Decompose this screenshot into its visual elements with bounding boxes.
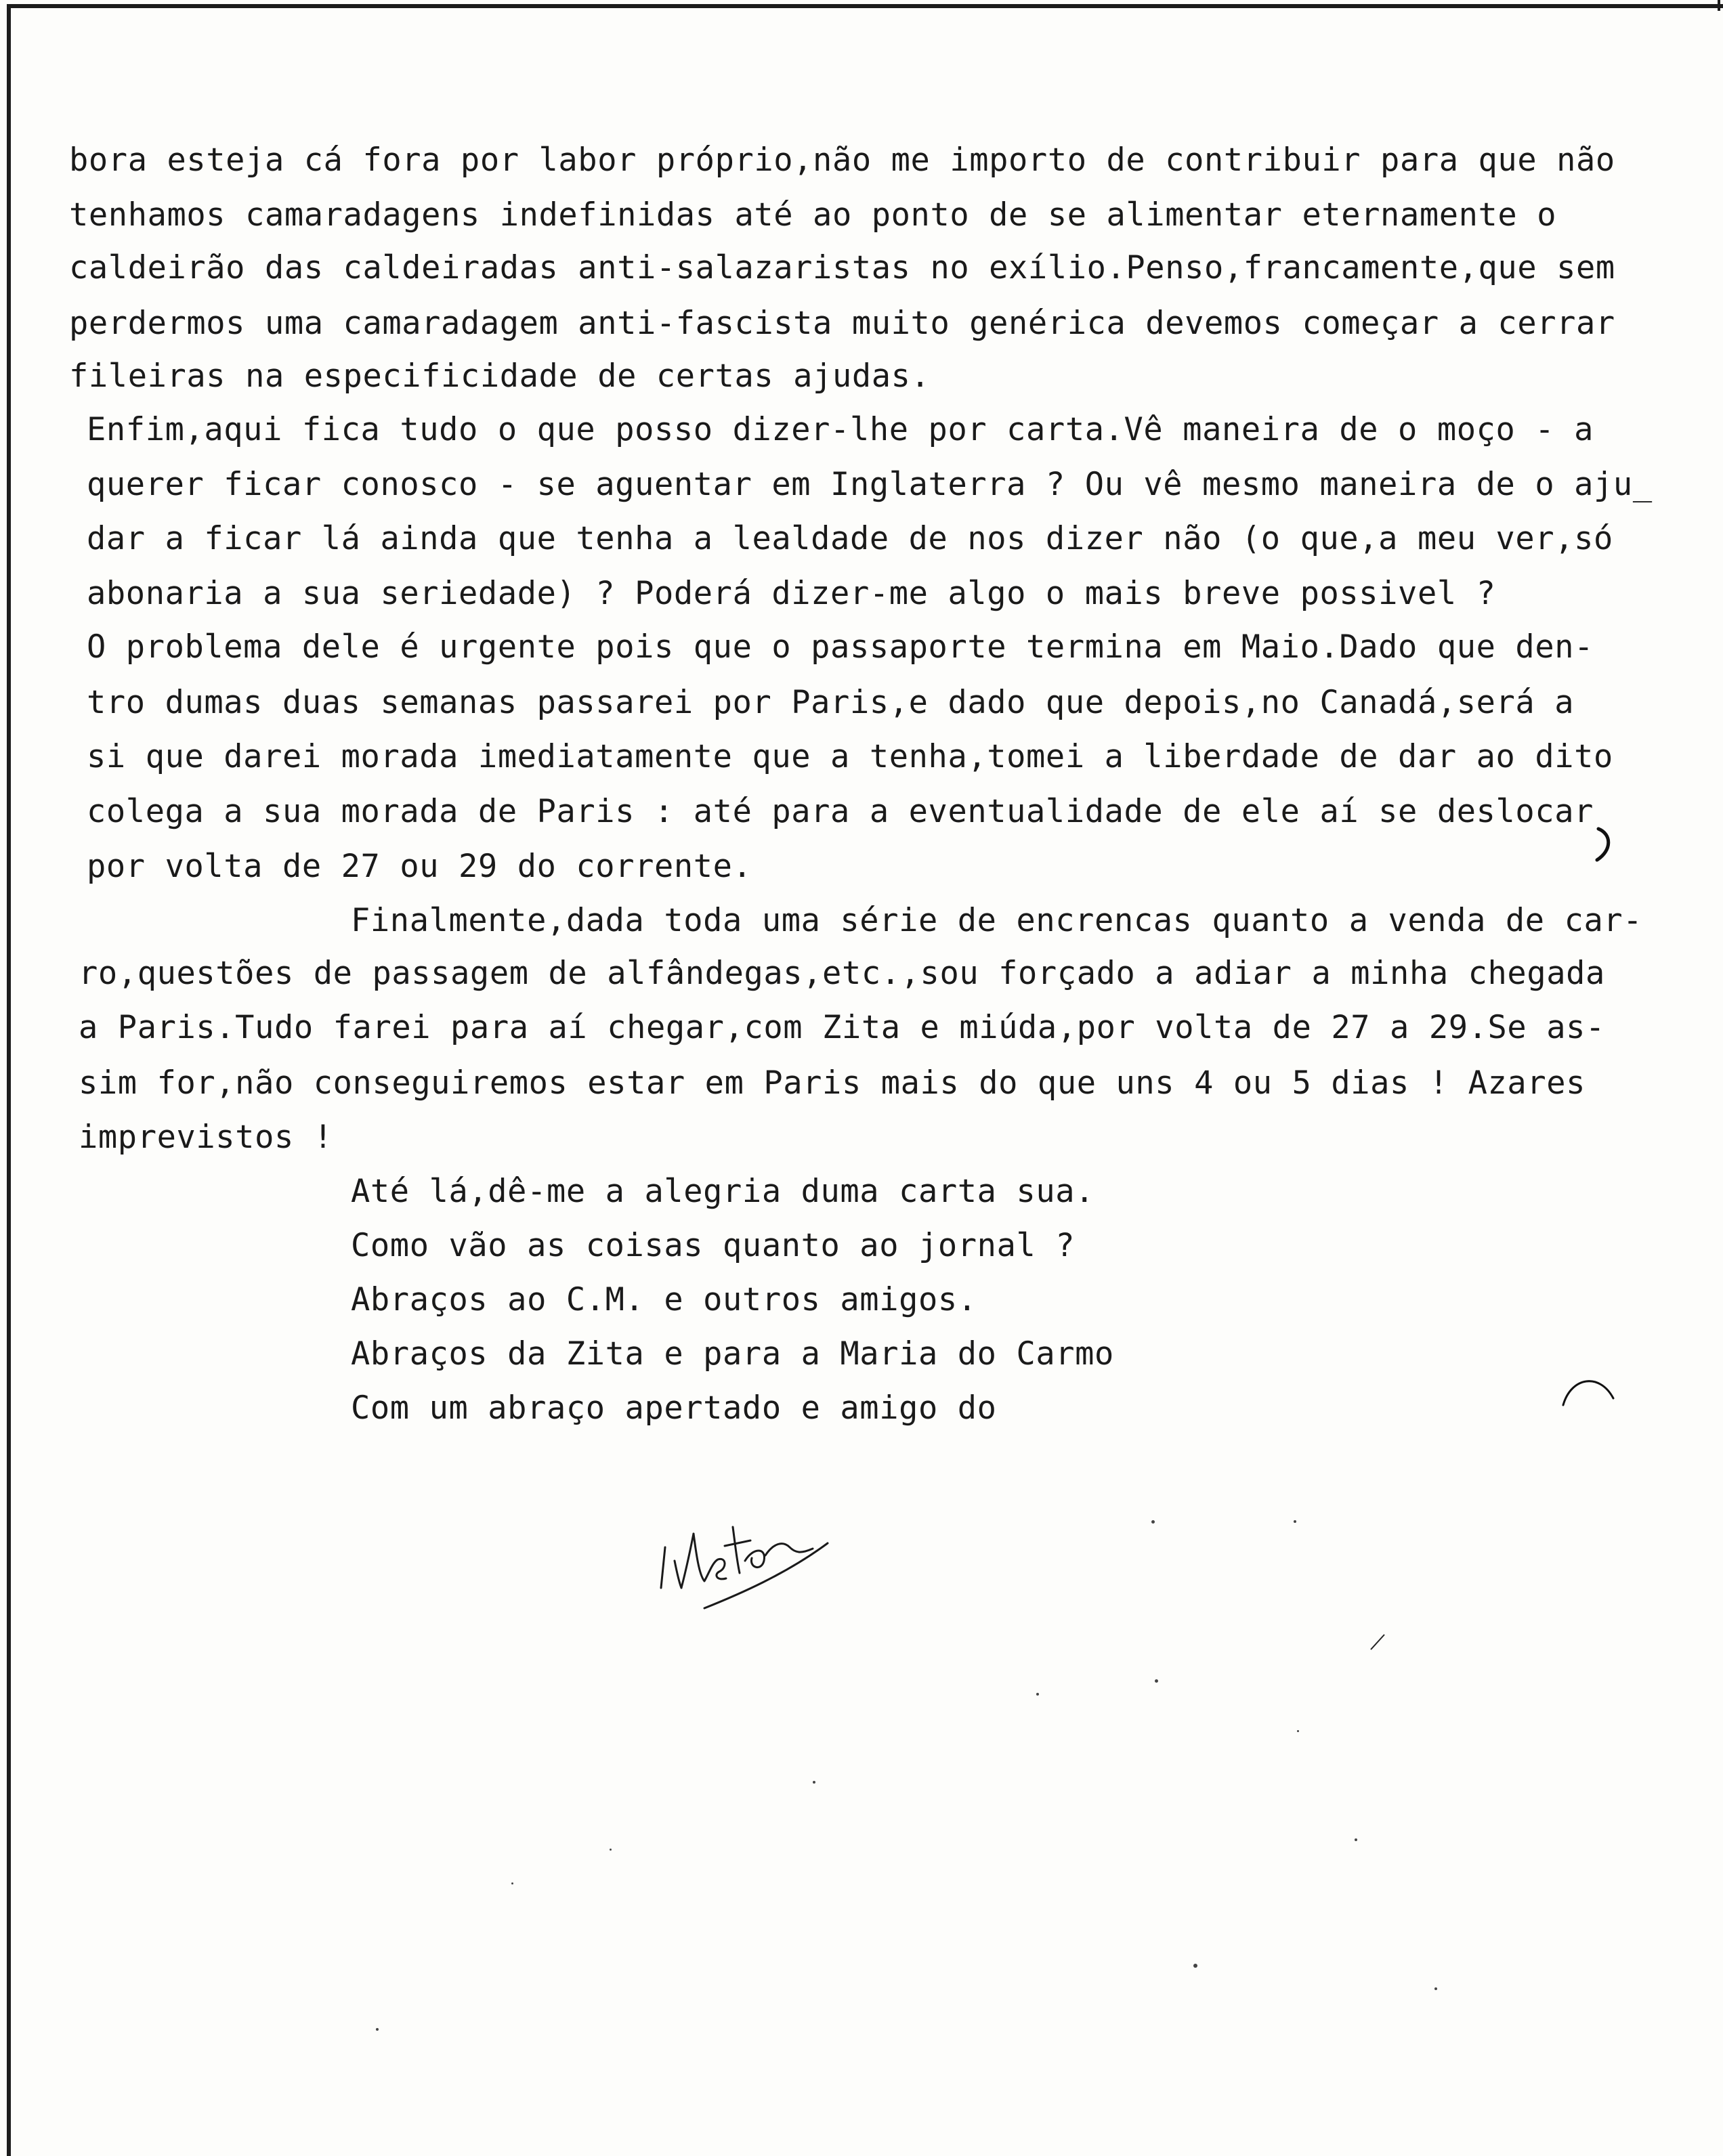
closing-line: Com um abraço apertado e amigo do [351, 1389, 997, 1427]
paper-speck [1297, 1730, 1299, 1732]
letter-line: O problema dele é urgente pois que o passaporte termina em Maio.Dado que den- [87, 628, 1594, 666]
letter-line: bora esteja cá fora por labor próprio,não me importo de contribuir para que não [69, 142, 1615, 179]
arc-mark [1558, 1371, 1619, 1412]
paper-speck [376, 2028, 379, 2031]
paper-speck [813, 1781, 815, 1784]
paper-speck [1355, 1838, 1357, 1841]
page-left-edge [7, 4, 11, 2156]
letter-line: imprevistos ! [79, 1119, 333, 1156]
signature [650, 1473, 853, 1635]
closing-line: Até lá,dê-me a alegria duma carta sua. [351, 1173, 1095, 1210]
letter-line: Finalmente,dada toda uma série de encrencas quanto a venda de car- [351, 902, 1643, 939]
letter-line: ro,questões de passagem de alfândegas,etc.,sou forçado a adiar a minha chegada [79, 955, 1605, 992]
closing-line: Abraços da Zita e para a Maria do Carmo [351, 1335, 1114, 1373]
letter-line: querer ficar conosco - se aguentar em Inglaterra ? Ou vê mesmo maneira de o aju_ [87, 466, 1653, 503]
paper-speck [511, 1882, 513, 1884]
paper-speck [610, 1849, 612, 1851]
letter-line: dar a ficar lá ainda que tenha a lealdade de nos dizer não (o que,a meu ver,só [87, 520, 1613, 557]
letter-line: caldeirão das caldeiradas anti-salazaristas no exílio.Penso,francamente,que sem [69, 249, 1615, 286]
letter-line: si que darei morada imediatamente que a tenha,tomei a liberdade de dar ao dito [87, 738, 1613, 775]
page-right-edge [1718, 0, 1720, 11]
page-top-edge [9, 4, 1723, 8]
letter-line: tro dumas duas semanas passarei por Paris,e dado que depois,no Canadá,será a [87, 684, 1575, 721]
paper-speck [1155, 1679, 1158, 1683]
letter-line: colega a sua morada de Paris : até para a eventualidade de ele aí se deslocar [87, 793, 1594, 830]
paper-speck [1036, 1693, 1039, 1696]
closing-line: Como vão as coisas quanto ao jornal ? [351, 1227, 1076, 1264]
paper-speck [1434, 1987, 1437, 1990]
paper-speck [1294, 1520, 1296, 1523]
letter-line: Enfim,aqui fica tudo o que posso dizer-lhe por carta.Vê maneira de o moço - a [87, 411, 1594, 448]
letter-line: perdermos uma camaradagem anti-fascista muito genérica devemos começar a cerrar [69, 305, 1615, 342]
bracket-mark [1592, 825, 1619, 865]
letter-line: sim for,não conseguiremos estar em Paris mais do que uns 4 ou 5 dias ! Azares [79, 1064, 1586, 1102]
paper-speck [1151, 1520, 1155, 1524]
letter-line: tenhamos camaradagens indefinidas até ao ponto de se alimentar eternamente o [69, 196, 1557, 234]
letter-line: a Paris.Tudo farei para aí chegar,com Zita e miúda,por volta de 27 a 29.Se as- [79, 1009, 1605, 1046]
closing-line: Abraços ao C.M. e outros amigos. [351, 1281, 977, 1318]
letter-line: por volta de 27 ou 29 do corrente. [87, 848, 752, 885]
letter-line: abonaria a sua seriedade) ? Poderá dizer-me algo o mais breve possivel ? [87, 575, 1496, 612]
stray-mark [1368, 1632, 1388, 1652]
paper-speck [1193, 1964, 1197, 1968]
letter-line: fileiras na especificidade de certas ajudas. [69, 358, 931, 395]
